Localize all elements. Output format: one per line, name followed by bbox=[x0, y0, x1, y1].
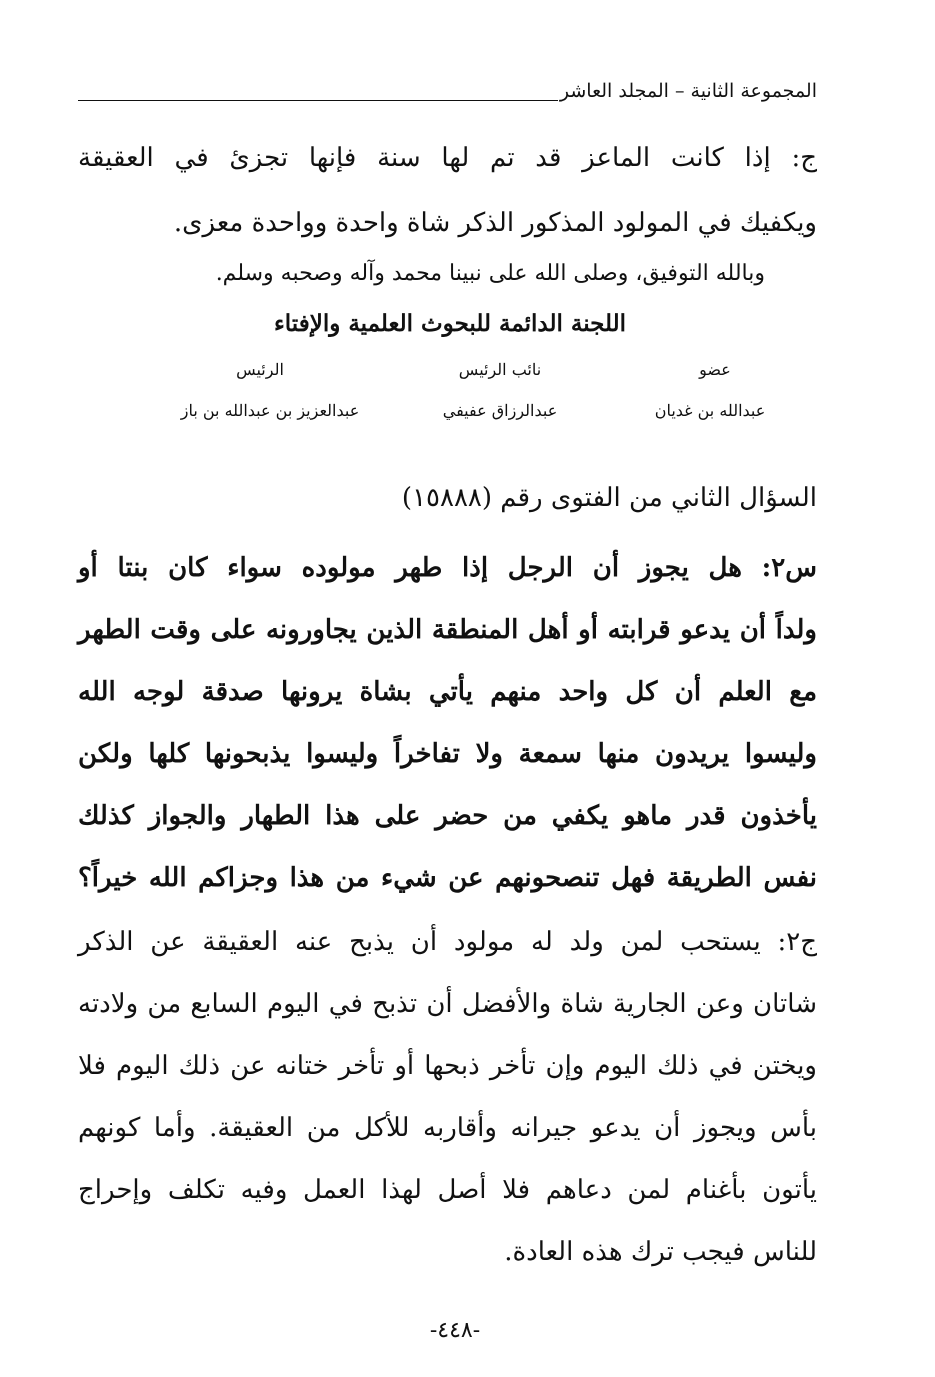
signatory-role: عضو bbox=[699, 360, 731, 379]
answer1-line: ج: إذا كانت الماعز قد تم لها سنة فإنها تجزئ في العقيقة bbox=[78, 143, 817, 173]
question2-line: ولداً أن يدعو قرابته أو أهل المنطقة الذين يجاورونه على وقت الطهر bbox=[78, 615, 817, 645]
answer2-line: بأس ويجوز أن يدعو جيرانه وأقاربه للأكل من العقيقة. وأما كونهم bbox=[78, 1113, 817, 1143]
closing-line: وبالله التوفيق، وصلى الله على نبينا محمد وآله وصحبه وسلم. bbox=[215, 261, 765, 286]
signatory-role: الرئيس bbox=[236, 360, 284, 379]
question2-line: وليسوا يريدون منها سمعة ولا تفاخراً وليسوا يذبحونها كلها ولكن bbox=[78, 739, 817, 769]
signatory-role: نائب الرئيس bbox=[458, 360, 542, 379]
question2-line: س٢: هل يجوز أن الرجل إذا طهر مولوده سواء كان بنتا أو bbox=[78, 553, 817, 583]
page-number: -٤٤٨- bbox=[429, 1318, 481, 1343]
running-head: المجموعة الثانية – المجلد العاشر bbox=[559, 80, 817, 102]
answer2-line: للناس فيجب ترك هذه العادة. bbox=[504, 1237, 817, 1267]
answer1-line: ويكفيك في المولود المذكور الذكر شاة واحدة وواحدة معزى. bbox=[173, 208, 817, 238]
answer2-line: يأتون بأغنام لمن دعاهم فلا أصل لهذا العمل وفيه تكلف وإحراج bbox=[78, 1175, 817, 1205]
running-head-rule bbox=[78, 100, 558, 101]
signatory-name: عبدالرزاق عفيفي bbox=[442, 401, 558, 420]
signatory-name: عبدالله بن غديان bbox=[654, 401, 766, 420]
committee-title: اللجنة الدائمة للبحوث العلمية والإفتاء bbox=[273, 310, 627, 337]
question2-line: نفس الطريقة فهل تنصحونهم عن شيء من هذا وجزاكم الله خيراً؟ bbox=[78, 863, 817, 893]
signatory-name: عبدالعزيز بن عبدالله بن باز bbox=[180, 401, 360, 420]
question2-line: يأخذون قدر ماهو يكفي من حضر على هذا الطهار والجواز كذلك bbox=[78, 801, 817, 831]
fatwa-heading: السؤال الثاني من الفتوى رقم (١٥٨٨٨) bbox=[401, 483, 817, 513]
question2-line: مع العلم أن كل واحد منهم يأتي بشاة يرونها صدقة لوجه الله bbox=[78, 677, 817, 707]
answer2-line: ج٢: يستحب لمن ولد له مولود أن يذبح عنه العقيقة عن الذكر bbox=[78, 927, 817, 957]
answer2-line: ويختن في ذلك اليوم وإن تأخر ذبحها أو تأخر ختانه عن ذلك اليوم فلا bbox=[78, 1051, 817, 1081]
answer2-line: شاتان وعن الجارية شاة والأفضل أن تذبح في اليوم السابع من ولادته bbox=[78, 989, 817, 1019]
